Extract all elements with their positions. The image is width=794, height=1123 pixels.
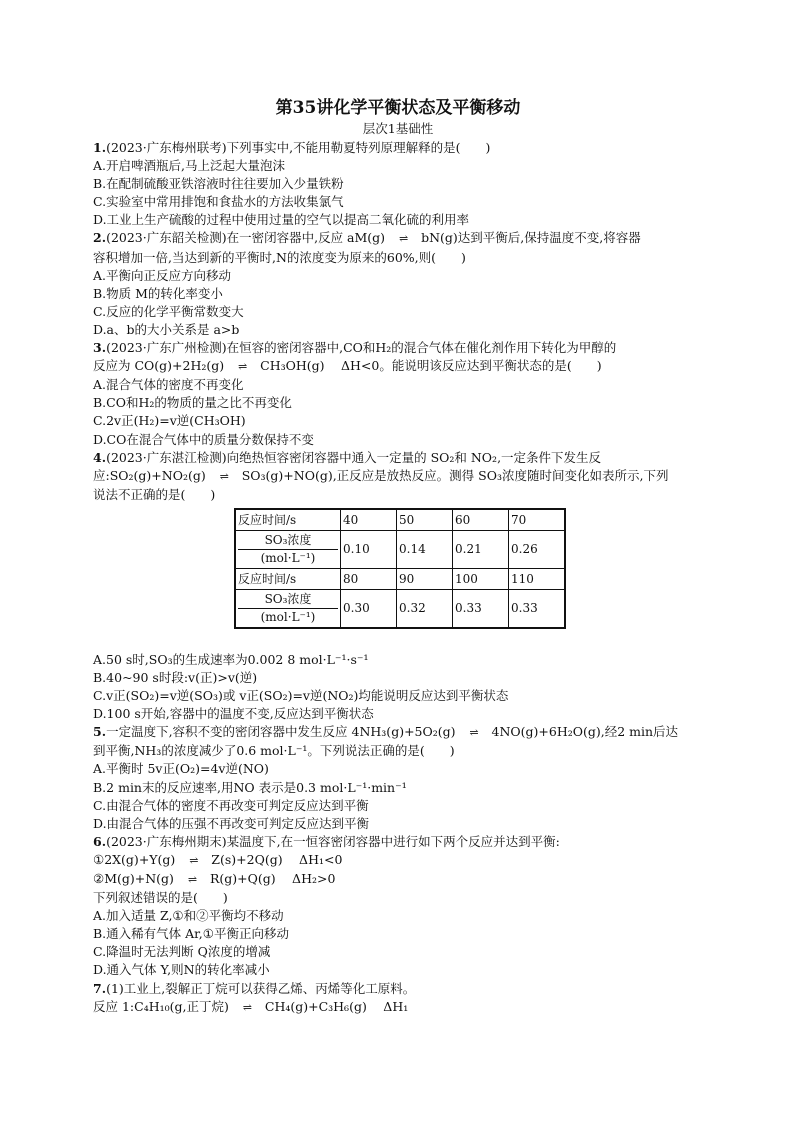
level-subtitle: 层次1基础性 [362,121,434,136]
q2-option-a: A.平衡向正反应方向移动 [93,267,232,283]
concentration-label: SO₃浓度 (mol·L⁻¹) [235,530,341,568]
table-cell: 60 [453,509,509,531]
concentration-label: SO₃浓度 (mol·L⁻¹) [235,589,341,628]
q4-option-c: C.v正(SO₂)=v逆(SO₃)或 v正(SO₂)=v逆(NO₂)均能说明反应达到平衡状态 [93,688,509,704]
reversible-arrow-icon: ⇌ [187,873,197,886]
page-title: 第35讲化学平衡状态及平衡移动 [275,98,521,118]
table-cell: 50 [397,509,453,531]
table-row [235,530,565,568]
question-6-stem-cont: 下列叙述错误的是( ) [93,890,228,906]
table-cell: 0.33 [509,589,566,628]
q5-option-b: B.2 min末的反应速率,用NO 表示是0.3 mol·L⁻¹·min⁻¹ [93,779,407,795]
question-2-stem-cont: 容积增加一倍,当达到新的平衡时,N的浓度变为原来的60%,则( ) [93,249,466,265]
time-label: 反应时间/s [235,568,341,589]
table-row [235,589,565,628]
question-3-equation: 反应为 CO(g)+2H₂(g) ⇌ CH₃OH(g) ΔH<0。能说明该反应达到平衡状态的是( ) [93,357,703,376]
q4-option-a: A.50 s时,SO₃的生成速率为0.002 8 mol·L⁻¹·s⁻¹ [93,651,369,667]
table-cell: 0.32 [397,589,453,628]
q2-option-d: D.a、b的大小关系是 a>b [93,321,240,337]
table-cell: 0.21 [453,530,509,568]
question-4-stem-cont: 说法不正确的是( ) [93,486,216,502]
question-2-stem: 2.(2023·广东韶关检测)在一密闭容器中,反应 aM(g) ⇌ bN(g)达到平衡后,保持温度不变,将容器 [93,229,703,248]
q1-option-d: D.工业上生产硫酸的过程中使用过量的空气以提高二氧化硫的利用率 [93,212,470,228]
so3-concentration-table-wrap [234,508,703,629]
reversible-arrow-icon: ⇌ [219,469,228,483]
q2-option-c: C.反应的化学平衡常数变大 [93,303,244,319]
question-5-stem-cont: 到平衡,NH₃的浓度减少了0.6 mol·L⁻¹。下列说法正确的是( ) [93,743,455,759]
q3-option-b: B.CO和H₂的物质的量之比不再变化 [93,395,292,411]
table-cell: 0.10 [341,530,397,568]
q4-option-b: B.40~90 s时段:v(正)>v(逆) [93,669,258,685]
question-6-reaction-2: ②M(g)+N(g) ⇌ R(g)+Q(g) ΔH₂>0 [93,870,703,889]
table-cell: 0.30 [341,589,397,628]
question-6-reaction-1: ①2X(g)+Y(g) ⇌ Z(s)+2Q(g) ΔH₁<0 [93,851,703,870]
table-cell: 90 [397,568,453,589]
q6-option-d: D.通入气体 Y,则N的转化率减小 [93,962,270,978]
table-cell: 40 [341,509,397,531]
question-7-reaction-1: 反应 1:C₄H₁₀(g,正丁烷) ⇌ CH₄(g)+C₃H₆(g) ΔH₁ [93,998,703,1017]
reversible-arrow-icon: ⇌ [238,360,247,374]
reversible-arrow-icon: ⇌ [469,726,478,740]
table-cell: 0.33 [453,589,509,628]
table-cell: 0.26 [509,530,566,568]
q6-option-a: A.加入适量 Z,①和②平衡均不移动 [93,908,284,924]
q3-option-c: C.2v正(H₂)=v逆(CH₃OH) [93,413,246,429]
q6-option-b: B.通入稀有气体 Ar,①平衡正向移动 [93,926,289,942]
table-cell: 100 [453,568,509,589]
reversible-arrow-icon: ⇌ [398,232,408,246]
table-cell: 70 [509,509,566,531]
q5-option-c: C.由混合气体的密度不再改变可判定反应达到平衡 [93,797,369,813]
question-3-stem: 3.(2023·广东广州检测)在恒容的密闭容器中,CO和H₂的混合气体在催化剂作用下转化为甲醇的 [93,340,617,356]
question-4-equation: 应:SO₂(g)+NO₂(g) ⇌ SO₃(g)+NO(g),正反应是放热反应。测得 SO₃浓度随时间变化如表所示,下列 [93,467,703,486]
table-row [235,509,565,531]
q3-option-d: D.CO在混合气体中的质量分数保持不变 [93,431,314,447]
q6-option-c: C.降温时无法判断 Q浓度的增减 [93,944,271,960]
time-label: 反应时间/s [235,509,341,531]
q2-option-b: B.物质 M的转化率变小 [93,285,223,301]
q5-option-d: D.由混合气体的压强不再改变可判定反应达到平衡 [93,815,370,831]
question-1-stem: 1.(2023·广东梅州联考)下列事实中,不能用勒夏特列原理解释的是( ) [93,140,491,155]
q3-option-a: A.混合气体的密度不再变化 [93,377,244,393]
q1-option-a: A.开启啤酒瓶后,马上泛起大量泡沫 [93,158,285,174]
table-cell: 110 [509,568,566,589]
question-7-stem: 7.(1)工业上,裂解正丁烷可以获得乙烯、丙烯等化工原料。 [93,980,416,996]
q1-option-c: C.实验室中常用排饱和食盐水的方法收集氯气 [93,194,344,210]
table-row [235,568,565,589]
worksheet-page [93,96,703,1017]
question-6-stem: 6.(2023·广东梅州期末)某温度下,在一恒容密闭容器中进行如下两个反应并达到平衡: [93,833,560,849]
q4-option-d: D.100 s开始,容器中的温度不变,反应达到平衡状态 [93,706,374,722]
reversible-arrow-icon: ⇌ [189,853,198,867]
table-cell: 80 [341,568,397,589]
question-4-stem: 4.(2023·广东湛江检测)向绝热恒容密闭容器中通入一定量的 SO₂和 NO₂,一定条件下发生反 [93,449,602,465]
question-5-stem: 5.一定温度下,容积不变的密闭容器中发生反应 4NH₃(g)+5O₂(g) ⇌ 4NO(g)+6H₂O(g),经2 min后达 [93,723,703,742]
table-cell: 0.14 [397,530,453,568]
q5-option-a: A.平衡时 5v正(O₂)=4v逆(NO) [93,761,269,777]
reversible-arrow-icon: ⇌ [242,1000,251,1014]
q1-option-b: B.在配制硫酸亚铁溶液时往往要加入少量铁粉 [93,176,344,192]
so3-concentration-table [234,508,566,629]
